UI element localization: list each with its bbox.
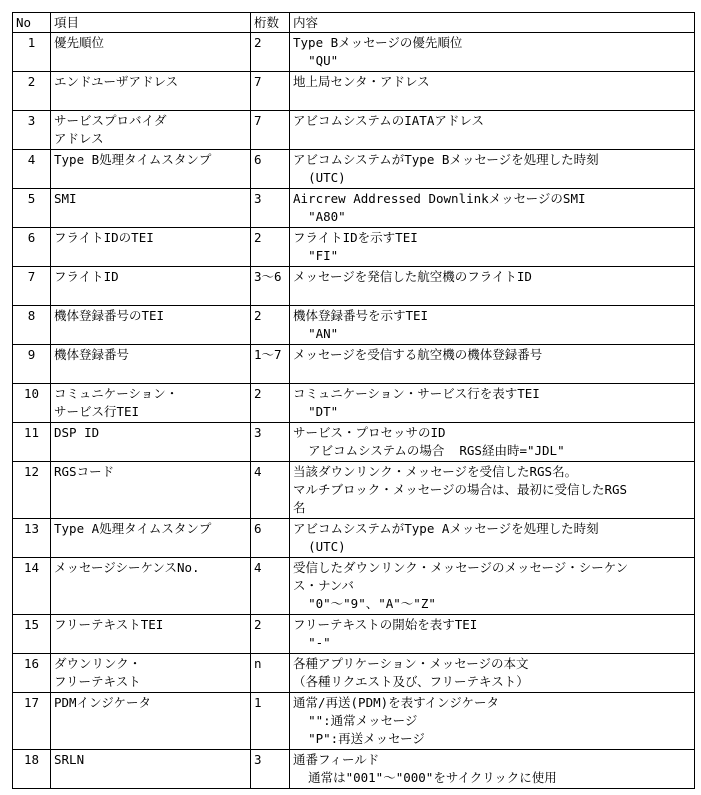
cell-line: フリーテキストの開始を表すTEI [293, 617, 478, 632]
cell-digits: 2 [251, 615, 290, 654]
cell-item [51, 189, 251, 228]
cell-line: サービス・プロセッサのID [293, 425, 446, 440]
table-row [13, 111, 695, 150]
header-content: 内容 [290, 13, 695, 33]
cell-digits: 3～6 [251, 267, 290, 306]
cell-line: "FI" [293, 248, 339, 263]
cell-line: アビコムシステムの場合 RGS経由時="JDL" [293, 443, 565, 458]
cell-item [51, 558, 251, 615]
cell-content [290, 189, 695, 228]
cell-digits: 4 [251, 558, 290, 615]
cell-line: アビコムシステムのIATAアドレス [293, 113, 484, 128]
cell-item [51, 519, 251, 558]
table-row [13, 306, 695, 345]
cell-line: 優先順位 [54, 35, 105, 50]
cell-line: 機体登録番号のTEI [54, 308, 165, 323]
cell-line: 受信したダウンリンク・メッセージのメッセージ・シーケン [293, 560, 629, 575]
cell-no: 1 [13, 33, 51, 72]
cell-line: 当該ダウンリンク・メッセージを受信したRGS名。 [293, 464, 578, 479]
cell-line: 機体登録番号を示すTEI [293, 308, 429, 323]
cell-content [290, 33, 695, 72]
cell-line: マルチブロック・メッセージの場合は、最初に受信したRGS [293, 482, 628, 497]
cell-digits: 2 [251, 384, 290, 423]
cell-item [51, 384, 251, 423]
cell-content [290, 384, 695, 423]
cell-line: RGSコード [54, 464, 115, 479]
cell-digits: 7 [251, 72, 290, 111]
cell-digits: 1 [251, 693, 290, 750]
cell-no: 18 [13, 750, 51, 789]
cell-item [51, 423, 251, 462]
cell-item [51, 150, 251, 189]
cell-content [290, 462, 695, 519]
cell-digits: 2 [251, 306, 290, 345]
cell-line: "A80" [293, 209, 346, 224]
table-row [13, 750, 695, 789]
cell-content [290, 423, 695, 462]
table-row [13, 72, 695, 111]
cell-digits: 1～7 [251, 345, 290, 384]
cell-line: ダウンリンク・ [54, 656, 142, 671]
cell-no: 17 [13, 693, 51, 750]
cell-line: "P":再送メッセージ [293, 731, 425, 746]
cell-line: 地上局センタ・アドレス [293, 74, 430, 89]
table-row [13, 462, 695, 519]
cell-line: （各種リクエスト及び、フリーテキスト） [293, 674, 529, 689]
cell-line: Type A処理タイムスタンプ [54, 521, 212, 536]
cell-no: 8 [13, 306, 51, 345]
table-row [13, 654, 695, 693]
cell-content [290, 558, 695, 615]
cell-content [290, 306, 695, 345]
cell-no: 6 [13, 228, 51, 267]
cell-digits: 6 [251, 150, 290, 189]
cell-item [51, 615, 251, 654]
cell-no: 14 [13, 558, 51, 615]
table-row [13, 150, 695, 189]
cell-content [290, 519, 695, 558]
cell-content [290, 150, 695, 189]
cell-line: フライトIDを示すTEI [293, 230, 418, 245]
cell-content [290, 345, 695, 384]
cell-line: 通番フィールド [293, 752, 380, 767]
cell-line: "0"～"9"、"A"～"Z" [293, 596, 436, 611]
cell-digits: 2 [251, 33, 290, 72]
cell-digits: 7 [251, 111, 290, 150]
cell-line: (UTC) [293, 539, 346, 554]
cell-no: 2 [13, 72, 51, 111]
cell-no: 10 [13, 384, 51, 423]
cell-item [51, 654, 251, 693]
cell-line: "QU" [293, 53, 339, 68]
table-row [13, 693, 695, 750]
table-row [13, 423, 695, 462]
cell-item [51, 345, 251, 384]
cell-digits: 4 [251, 462, 290, 519]
cell-item [51, 462, 251, 519]
cell-line: SRLN [54, 752, 85, 767]
cell-line: サービス行TEI [54, 404, 140, 419]
cell-item [51, 750, 251, 789]
cell-digits: n [251, 654, 290, 693]
cell-line: "-" [293, 635, 331, 650]
table-row [13, 267, 695, 306]
cell-line: DSP ID [54, 425, 100, 440]
cell-line: "DT" [293, 404, 339, 419]
cell-line: "":通常メッセージ [293, 713, 418, 728]
cell-digits: 3 [251, 189, 290, 228]
cell-line: PDMインジケータ [54, 695, 152, 710]
table-row [13, 558, 695, 615]
cell-line: メッセージを受信する航空機の機体登録番号 [293, 347, 543, 362]
cell-no: 16 [13, 654, 51, 693]
cell-line: メッセージを発信した航空機のフライトID [293, 269, 532, 284]
cell-line: フライトID [54, 269, 119, 284]
cell-content [290, 228, 695, 267]
cell-content [290, 615, 695, 654]
cell-line: アドレス [54, 131, 104, 146]
cell-line: メッセージシーケンスNo. [54, 560, 200, 575]
cell-digits: 3 [251, 750, 290, 789]
cell-no: 12 [13, 462, 51, 519]
cell-digits: 6 [251, 519, 290, 558]
cell-no: 3 [13, 111, 51, 150]
header-item: 項目 [51, 13, 251, 33]
table-row [13, 228, 695, 267]
cell-line: 通常は"001"～"000"をサイクリックに使用 [293, 770, 557, 785]
cell-line: "AN" [293, 326, 339, 341]
cell-line: 名 [293, 500, 306, 515]
cell-item [51, 33, 251, 72]
cell-line: エンドユーザアドレス [54, 74, 179, 89]
header-no: No [13, 13, 51, 33]
cell-no: 13 [13, 519, 51, 558]
cell-item [51, 228, 251, 267]
cell-item [51, 693, 251, 750]
cell-item [51, 72, 251, 111]
cell-item [51, 267, 251, 306]
cell-line: アビコムシステムがType Bメッセージを処理した時刻 [293, 152, 599, 167]
cell-line: 通常/再送(PDM)を表すインジケータ [293, 695, 499, 710]
cell-digits: 2 [251, 228, 290, 267]
table-row [13, 33, 695, 72]
table-row [13, 345, 695, 384]
cell-content [290, 72, 695, 111]
header-row [13, 13, 695, 33]
table-row [13, 384, 695, 423]
cell-content [290, 750, 695, 789]
cell-no: 11 [13, 423, 51, 462]
cell-item [51, 111, 251, 150]
table-row [13, 615, 695, 654]
table-row [13, 189, 695, 228]
cell-digits: 3 [251, 423, 290, 462]
message-format-table [12, 12, 695, 789]
table-body [13, 33, 695, 789]
cell-content [290, 267, 695, 306]
cell-no: 5 [13, 189, 51, 228]
cell-no: 9 [13, 345, 51, 384]
cell-content [290, 654, 695, 693]
cell-line: フリーテキスト [54, 674, 141, 689]
cell-line: フライトIDのTEI [54, 230, 154, 245]
cell-no: 4 [13, 150, 51, 189]
header-digits: 桁数 [251, 13, 290, 33]
cell-line: 各種アプリケーション・メッセージの本文 [293, 656, 529, 671]
cell-item [51, 306, 251, 345]
cell-line: アビコムシステムがType Aメッセージを処理した時刻 [293, 521, 599, 536]
cell-no: 7 [13, 267, 51, 306]
cell-line: Type B処理タイムスタンプ [54, 152, 212, 167]
cell-no: 15 [13, 615, 51, 654]
cell-content [290, 111, 695, 150]
cell-line: 機体登録番号 [54, 347, 130, 362]
cell-line: SMI [54, 191, 77, 206]
cell-line: コミュニケーション・サービス行を表すTEI [293, 386, 540, 401]
cell-content [290, 693, 695, 750]
cell-line: フリーテキストTEI [54, 617, 164, 632]
table-row [13, 519, 695, 558]
cell-line: コミュニケーション・ [54, 386, 179, 401]
cell-line: サービスプロバイダ [54, 113, 167, 128]
cell-line: ス・ナンバ [293, 578, 355, 593]
cell-line: Type Bメッセージの優先順位 [293, 35, 463, 50]
cell-line: (UTC) [293, 170, 346, 185]
cell-line: Aircrew Addressed DownlinkメッセージのSMI [293, 191, 586, 206]
